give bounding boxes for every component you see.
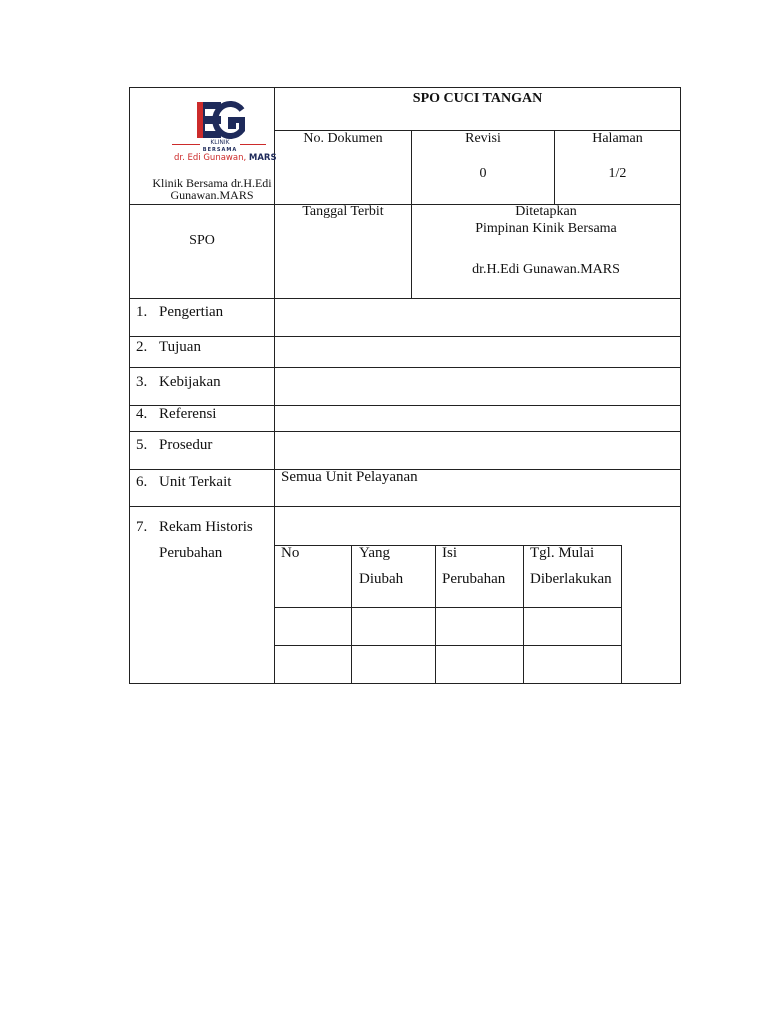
section-label-tujuan: Tujuan (159, 339, 201, 355)
history-table-border (274, 645, 621, 646)
history-header-isi: Isi (442, 545, 457, 561)
history-table-border (351, 545, 352, 684)
divider (129, 506, 681, 507)
history-table-border (621, 545, 622, 684)
logo-bersama-text: BERSAMA (202, 147, 238, 153)
revisi-label: Revisi (465, 131, 501, 146)
signatory-name: dr.H.Edi Gunawan.MARS (472, 262, 620, 277)
halaman-label: Halaman (592, 131, 643, 146)
history-table-border (274, 607, 621, 608)
logo-klinik-text: KLINIK (200, 139, 240, 146)
clinic-name-line2: Gunawan.MARS (170, 188, 254, 202)
pimpinan-label: Pimpinan Kinik Bersama (475, 221, 617, 236)
section-label-kebijakan: Kebijakan (159, 374, 221, 390)
eg-logo-icon (195, 100, 245, 140)
no-dokumen-label: No. Dokumen (303, 131, 383, 146)
section-label-rekam-historis: Rekam Historis (159, 519, 253, 535)
section-label-prosedur: Prosedur (159, 437, 213, 453)
section-label-referensi: Referensi (159, 406, 217, 422)
history-header-perubahan: Perubahan (442, 571, 506, 587)
history-header-yang: Yang (359, 545, 390, 561)
clinic-name-line1: Klinik Bersama dr.H.Edi (152, 176, 272, 190)
history-header-tgl-mulai: Tgl. Mulai (530, 545, 595, 561)
section-number: 4. (136, 406, 148, 422)
divider (129, 367, 681, 368)
unit-terkait-value: Semua Unit Pelayanan (281, 469, 418, 485)
history-table-border (523, 545, 524, 684)
section-number: 3. (136, 374, 148, 390)
table-border-bottom (129, 683, 681, 684)
divider (129, 431, 681, 432)
table-border-right (680, 87, 681, 684)
section-number: 7. (136, 519, 148, 535)
history-header-no: No (281, 545, 300, 561)
halaman-value: 1/2 (608, 166, 627, 181)
section-label-unit-terkait: Unit Terkait (159, 474, 232, 490)
section-number: 1. (136, 304, 148, 320)
history-header-diubah: Diubah (359, 571, 404, 587)
spo-label: SPO (189, 233, 215, 248)
section-label-pengertian: Pengertian (159, 304, 224, 320)
section-label-perubahan: Perubahan (159, 545, 223, 561)
table-border-top (129, 87, 681, 88)
section-number: 2. (136, 339, 148, 355)
section-number: 6. (136, 474, 148, 490)
clinic-logo (170, 100, 277, 166)
logo-doctor-text (174, 153, 277, 163)
revisi-value: 0 (479, 166, 487, 181)
logo-doctor-name: dr. Edi Gunawan, (174, 153, 247, 163)
history-table-border (435, 545, 436, 684)
tanggal-terbit-label: Tanggal Terbit (302, 204, 384, 219)
logo-doctor-title: MARS (248, 153, 277, 163)
document-title: SPO CUCI TANGAN (412, 91, 543, 106)
ditetapkan-label: Ditetapkan (515, 204, 577, 219)
section-number: 5. (136, 437, 148, 453)
history-header-diberlakukan: Diberlakukan (530, 571, 612, 587)
divider (129, 336, 681, 337)
divider (129, 298, 681, 299)
